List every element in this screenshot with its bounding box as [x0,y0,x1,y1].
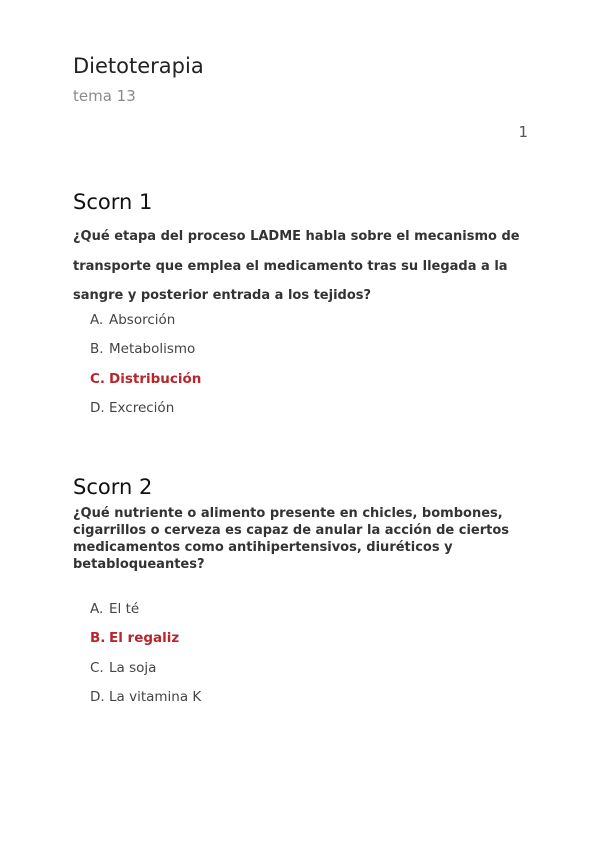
option-text: Distribución [109,370,202,387]
answer-options-2 [90,595,201,712]
section-heading-scorn-1: Scorn 1 [73,190,153,214]
answer-option-1b [90,335,201,364]
option-letter: A. [90,601,104,617]
option-text: La soja [109,659,157,676]
option-text: Absorción [109,312,176,328]
option-letter: A. [90,312,104,328]
answer-option-1d [90,394,201,423]
option-letter: C. [90,659,104,676]
question-text-2: ¿Qué nutriente o alimento presente en chicles, bombones, cigarrillos o cerveza es capaz de anular la acción de ciertos medicamentos como antihipertensivos, diuréticos y betabloqueantes? [73,506,510,572]
option-text: El regaliz [109,630,180,647]
option-letter: B. [90,630,106,647]
question-text-1: ¿Qué etapa del proceso LADME habla sobre el mecanismo de transporte que emplea el medicamento tras su llegada a la sangre y posterior entrada a los tejidos? [73,229,520,303]
document-title: Dietoterapia [73,54,204,78]
option-letter: B. [90,341,104,358]
answer-option-2b-correct [90,624,201,653]
section-heading-scorn-2: Scorn 2 [73,475,153,499]
answer-options-1 [90,306,201,423]
option-text: La vitamina K [109,688,202,705]
answer-option-1a [90,306,201,335]
option-text: Excreción [109,399,175,416]
option-letter: C. [90,370,106,387]
option-text: Metabolismo [109,341,196,358]
option-letter: D. [90,399,105,416]
answer-option-2c [90,654,201,683]
answer-option-1c-correct [90,365,201,394]
answer-option-2d [90,683,201,712]
option-text: El té [109,601,140,617]
document-subtitle: tema 13 [73,87,136,105]
answer-option-2a [90,595,201,624]
option-letter: D. [90,688,105,705]
page-number: 1 [518,123,528,141]
